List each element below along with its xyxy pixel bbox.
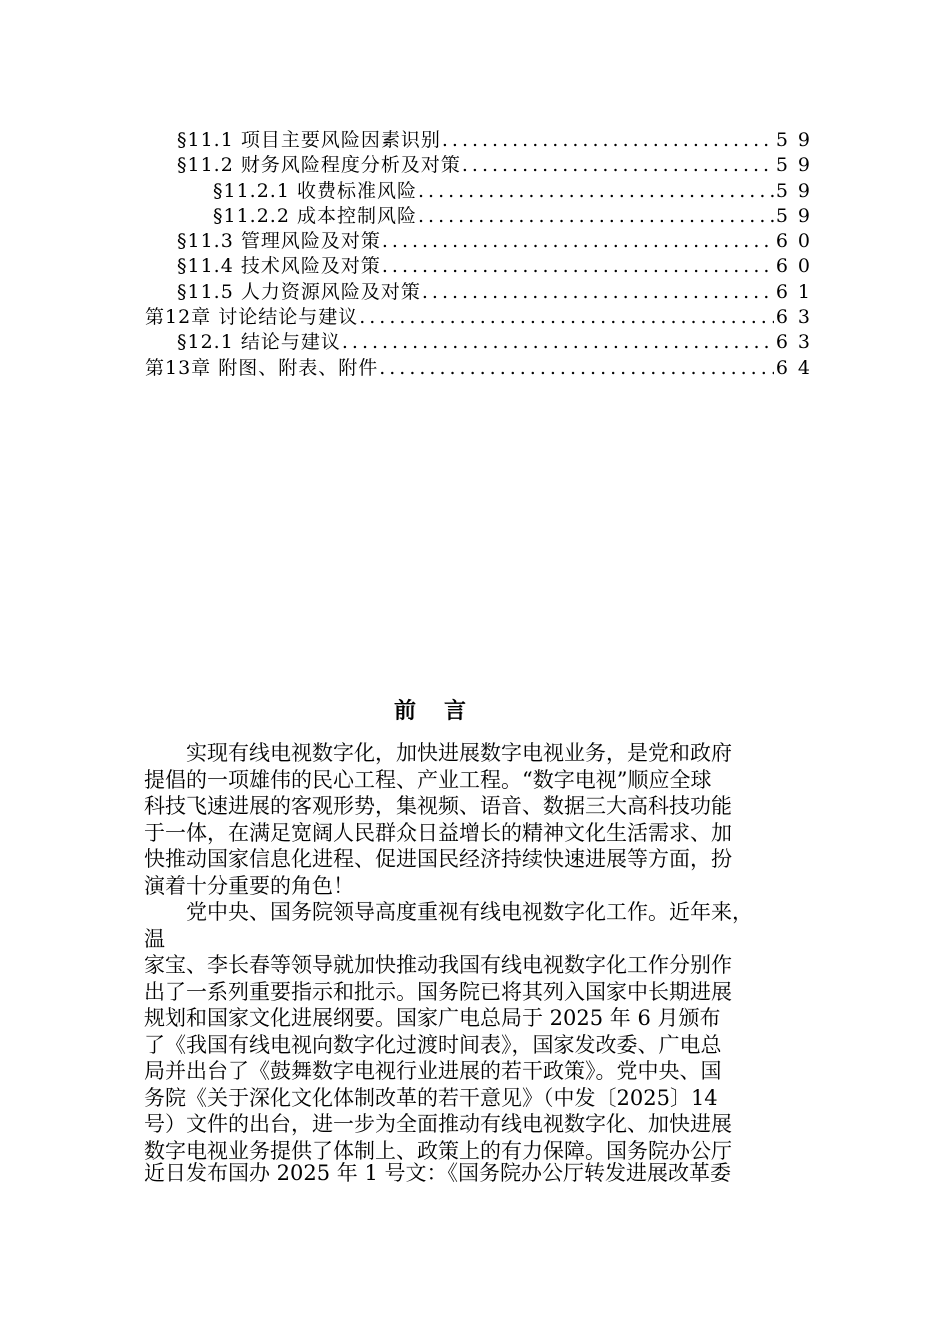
toc-dot-leader bbox=[382, 230, 774, 252]
toc-entry bbox=[145, 226, 820, 253]
preface-line: 实现有线电视数字化，加快进展数字电视业务，是党和政府 bbox=[186, 741, 732, 765]
preface-line: 家宝、李长春等领导就加快推动我国有线电视数字化工作分别作 bbox=[144, 953, 732, 977]
preface-line: 务院《关于深化文化体制改革的若干意见》（中发〔2025〕14 bbox=[144, 1085, 718, 1110]
preface-line: 党中央、国务院领导高度重视有线电视数字化工作。近年来， bbox=[186, 900, 753, 924]
preface-line: 科技飞速进展的客观形势，集视频、语音、数据三大高科技功能 bbox=[144, 794, 732, 818]
toc-entry-page: 60 bbox=[775, 255, 820, 278]
toc-dot-leader bbox=[382, 255, 774, 277]
preface-title: 前言 bbox=[393, 698, 494, 724]
preface-line: 提倡的一项雄伟的民心工程、产业工程。“数字电视”顺应全球 bbox=[144, 767, 712, 792]
toc-entry-label: §11.2.1 收费标准风险 bbox=[213, 179, 417, 202]
preface-line: 局并出台了《鼓舞数字电视行业进展的若干政策》。党中央、国 bbox=[144, 1059, 722, 1083]
toc-dot-leader bbox=[462, 154, 774, 176]
toc-entry-page: 63 bbox=[775, 331, 820, 354]
preface-line: 快推动国家信息化进程、促进国民经济持续快速进展等方面，扮 bbox=[144, 847, 732, 871]
toc-entry-page: 61 bbox=[775, 280, 820, 303]
toc-entry bbox=[145, 302, 820, 329]
preface-line: 演着十分重要的角色！ bbox=[144, 873, 354, 898]
preface-continued-line: 近日发布国办 2025 年 1 号文：《国务院办公厅转发进展改革委 bbox=[144, 1161, 732, 1185]
toc-dot-leader bbox=[422, 281, 774, 303]
toc-entry-page: 60 bbox=[775, 230, 820, 253]
preface-line: 了《我国有线电视向数字化过渡时间表》，国家发改委、广电总 bbox=[144, 1032, 722, 1057]
toc-entry-label: §11.2.2 成本控制风险 bbox=[213, 204, 417, 227]
toc-dot-leader bbox=[342, 331, 774, 353]
toc-entry-label: 第13章 附图、附表、附件 bbox=[145, 356, 379, 379]
toc-dot-leader bbox=[379, 357, 774, 379]
toc-entry-label: §11.2 财务风险程度分析及对策 bbox=[177, 154, 461, 177]
preface-line: 出了一系列重要指示和批示。国务院已将其列入国家中长期进展 bbox=[144, 979, 732, 1004]
toc-entry-page: 59 bbox=[775, 129, 820, 151]
preface-line: 规划和国家文化进展纲要。国家广电总局于 2025 年 6 月颁布 bbox=[144, 1006, 721, 1030]
table-of-contents bbox=[145, 125, 820, 379]
toc-entry bbox=[145, 277, 820, 303]
toc-entry bbox=[145, 353, 820, 379]
toc-entry-page: 59 bbox=[775, 204, 820, 227]
toc-entry bbox=[145, 251, 820, 278]
preface-line: 于一体，在满足宽阔人民群众日益增长的精神文化生活需求、加 bbox=[144, 820, 732, 845]
toc-entry bbox=[145, 176, 820, 202]
toc-entry-label: §11.5 人力资源风险及对策 bbox=[177, 280, 421, 303]
toc-dot-leader bbox=[359, 306, 774, 328]
toc-entry bbox=[145, 327, 820, 354]
toc-entry-label: §11.3 管理风险及对策 bbox=[177, 230, 381, 253]
toc-entry-page: 59 bbox=[775, 154, 820, 177]
toc-entry-label: §12.1 结论与建议 bbox=[177, 331, 341, 354]
toc-entry bbox=[145, 201, 820, 227]
toc-entry-page: 64 bbox=[775, 356, 820, 379]
toc-dot-leader bbox=[418, 205, 774, 227]
toc-dot-leader bbox=[418, 180, 774, 202]
toc-entry-label: §11.1 项目主要风险因素识别 bbox=[177, 129, 441, 151]
toc-entry-label: §11.4 技术风险及对策 bbox=[177, 255, 381, 278]
preface-body bbox=[144, 740, 824, 1164]
toc-entry-page: 63 bbox=[775, 306, 820, 329]
preface-line: 温 bbox=[144, 926, 165, 951]
toc-entry-label: 第12章 讨论结论与建议 bbox=[145, 306, 359, 329]
preface-line: 数字电视业务提供了体制上、政策上的有力保障。国务院办公厅 bbox=[144, 1138, 732, 1163]
toc-entry bbox=[145, 150, 820, 177]
preface-line: 号）文件的出台，进一步为全面推动有线电视数字化、加快进展 bbox=[144, 1112, 732, 1136]
toc-dot-leader bbox=[442, 129, 774, 151]
toc-entry-page: 59 bbox=[775, 179, 820, 202]
toc-entry bbox=[145, 125, 820, 151]
